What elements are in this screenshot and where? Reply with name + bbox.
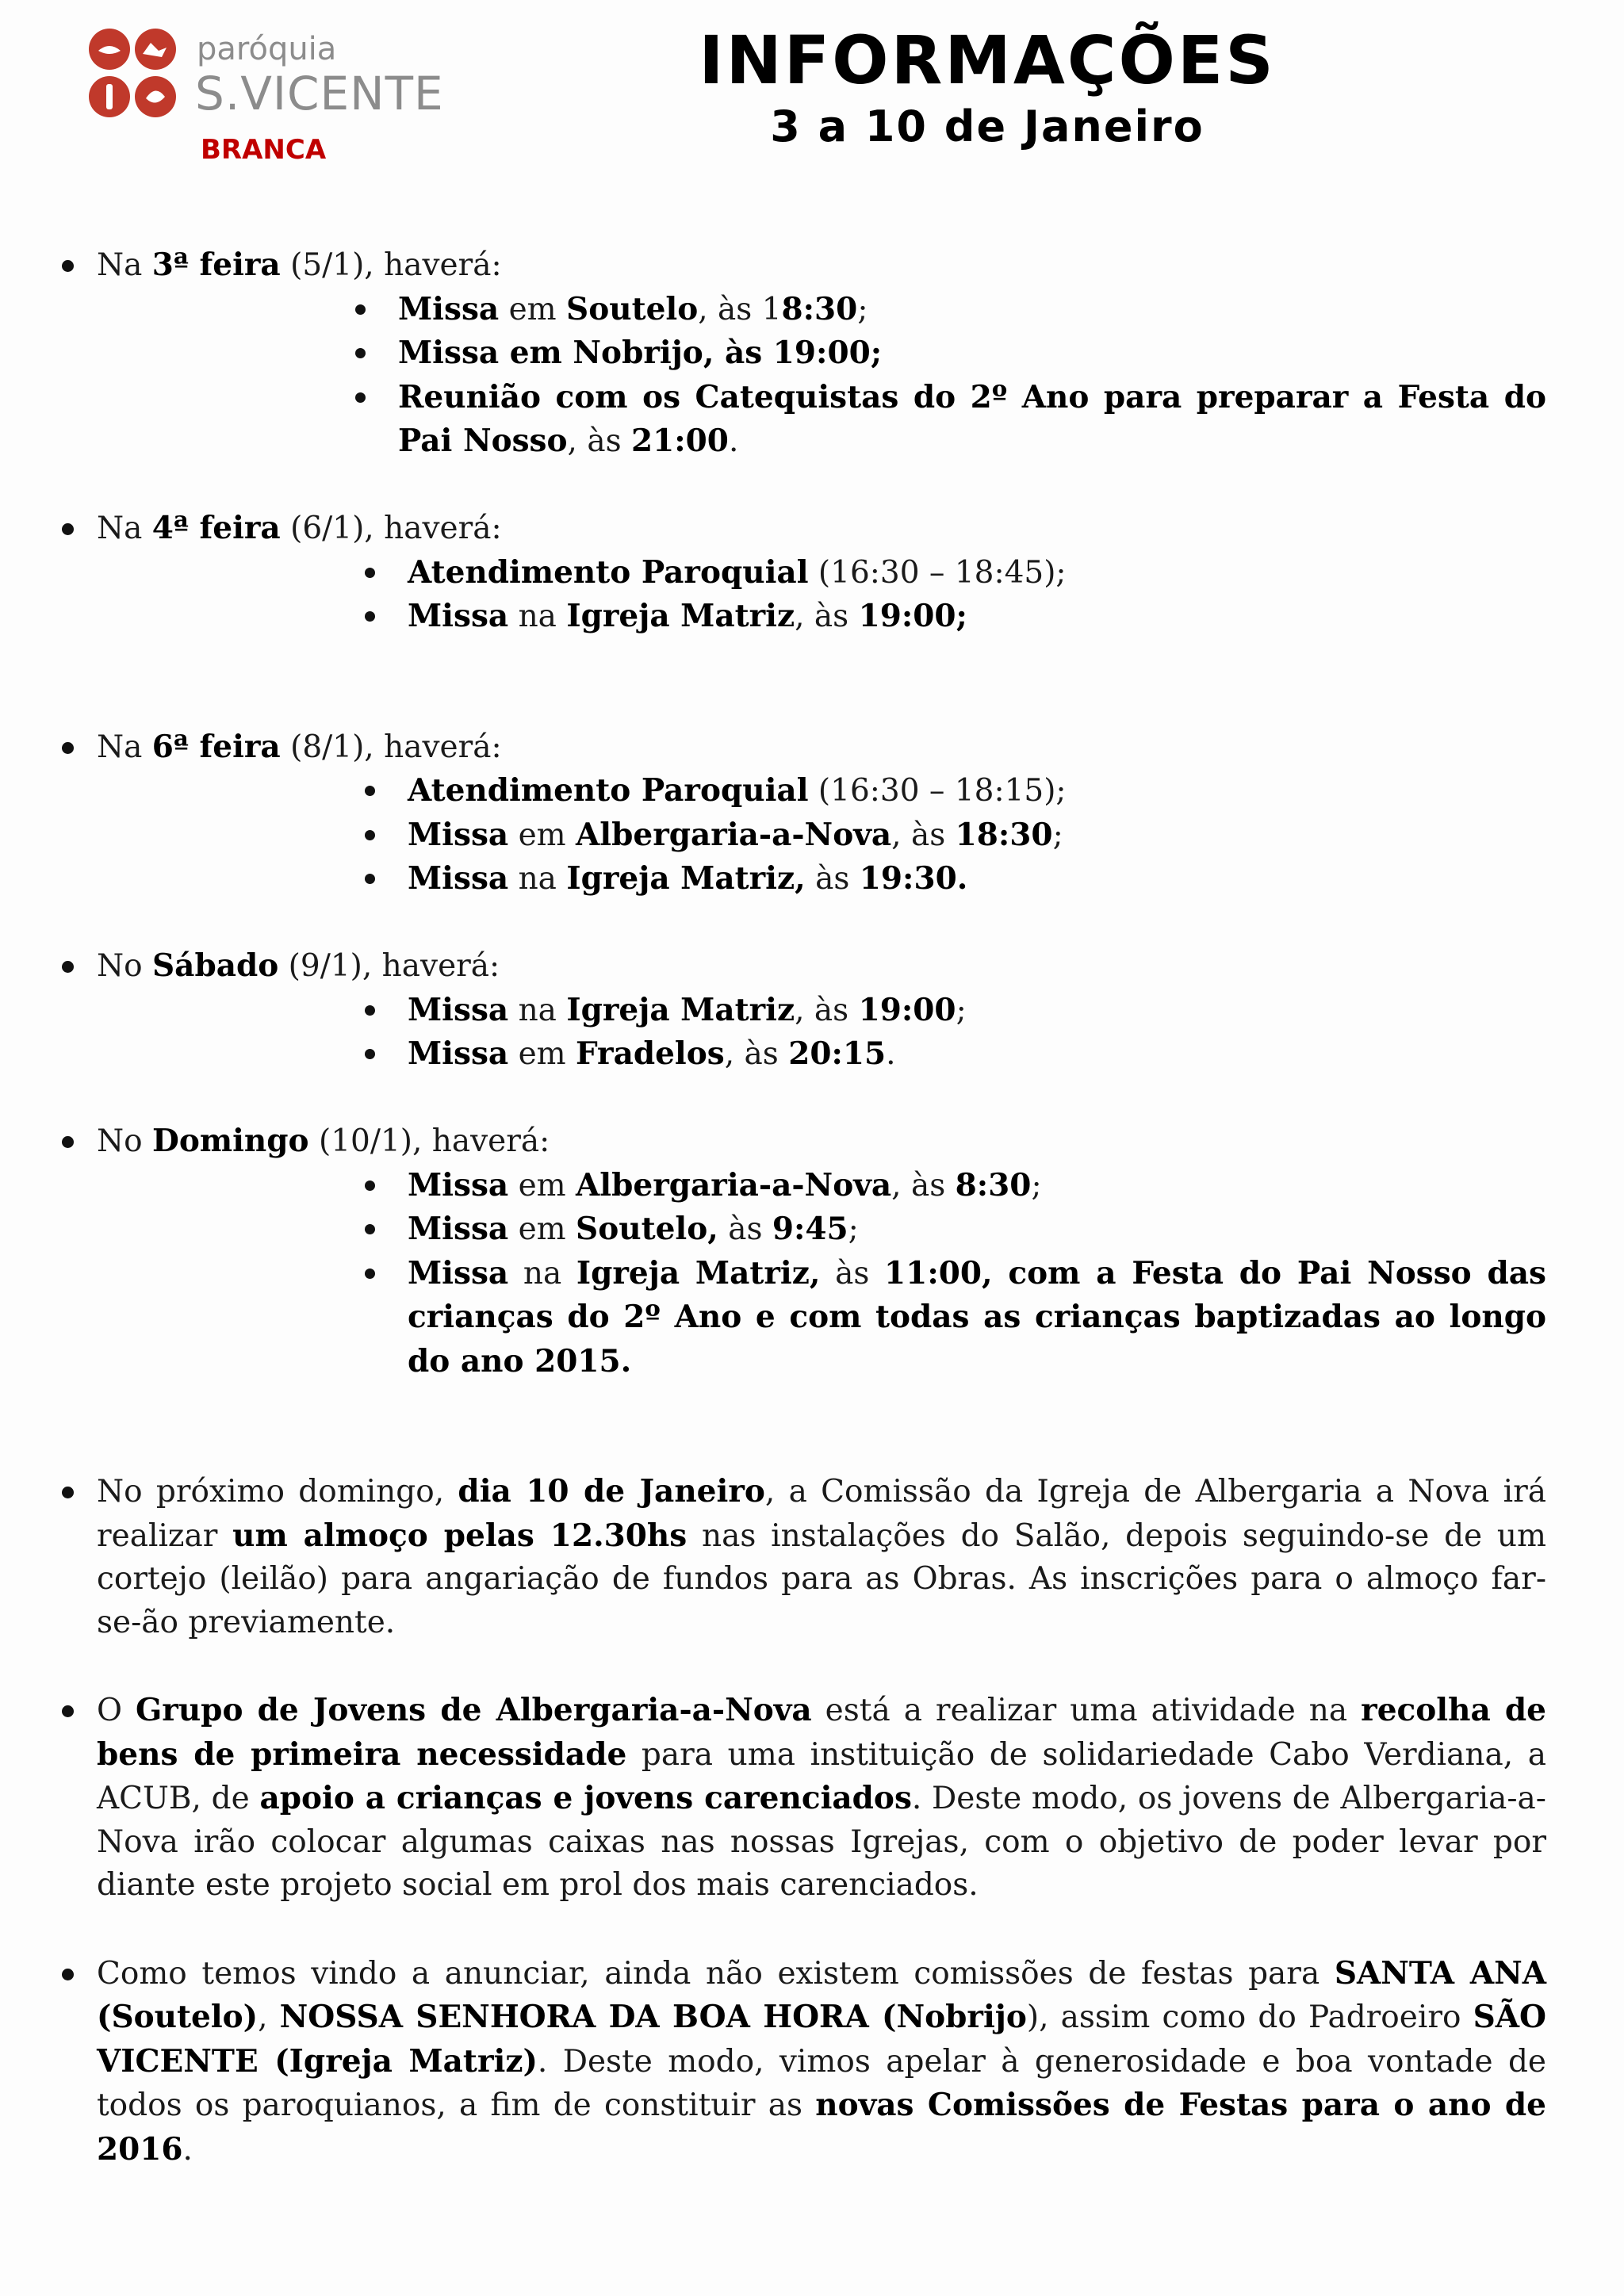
day-friday-intro: Na 6ª feira (8/1), haverá: xyxy=(97,725,1546,770)
notice-youth-group: O Grupo de Jovens de Albergaria-a-Nova está a realizar uma atividade na recolha de bens de primeira necessidade para uma instituição de solidariedade Cabo Verdiana, a ACUB, de apoio a crianças e jovens carenciados. Deste modo, os jovens de Albergaria-a-Nova irão colocar algumas caixas nas nossas Igrejas, com o objetivo de poder levar por diante este projeto social em prol dos mais carenciados. xyxy=(97,1689,1546,1908)
list-item: Missa na Igreja Matriz, às 19:30. xyxy=(408,857,1546,901)
logo-text-big: S.VICENTE xyxy=(195,67,444,121)
page-title: INFORMAÇÕES xyxy=(699,21,1276,99)
list-item: Atendimento Paroquial (16:30 – 18:15); xyxy=(408,769,1546,813)
announcements xyxy=(97,243,1546,2172)
list-item: Missa em Albergaria-a-Nova, às 8:30; xyxy=(408,1164,1546,1208)
parish-logo xyxy=(87,27,452,170)
logo-text-small: paróquia xyxy=(197,31,337,67)
day-wednesday-intro: Na 4ª feira (6/1), haverá: xyxy=(97,507,1546,551)
list-item: Missa em Albergaria-a-Nova, às 18:30; xyxy=(408,813,1546,858)
parish-logo-icon xyxy=(87,27,182,122)
list-item: Reunião com os Catequistas do 2º Ano para preparar a Festa do Pai Nosso, às 21:00. xyxy=(398,376,1546,464)
day-saturday-intro: No Sábado (9/1), haverá: xyxy=(97,944,1546,989)
list-item: Missa em Nobrijo, às 19:00; xyxy=(398,331,1546,376)
notice-festival-committees: Como temos vindo a anunciar, ainda não existem comissões de festas para SANTA ANA (Soutelo), NOSSA SENHORA DA BOA HORA (Nobrijo), assim como do Padroeiro SÃO VICENTE (Igreja Matriz). Deste modo, vimos apelar à generosidade e boa vontade de todos os paroquianos, a fim de constituir as novas Comissões de Festas para o ano de 2016. xyxy=(97,1952,1546,2172)
list-item: Missa em Soutelo, às 18:30; xyxy=(398,288,1546,332)
page-subtitle: 3 a 10 de Janeiro xyxy=(770,101,1205,151)
list-item: Missa na Igreja Matriz, às 19:00; xyxy=(408,989,1546,1033)
notice-lunch: No próximo domingo, dia 10 de Janeiro, a Comissão da Igreja de Albergaria a Nova irá realizar um almoço pelas 12.30hs nas instalações do Salão, depois seguindo-se de um cortejo (leilão) para angariação de fundos para as Obras. As inscrições para o almoço far-se-ão previamente. xyxy=(97,1470,1546,1644)
day-tuesday-intro: Na 3ª feira (5/1), haverá: xyxy=(97,243,1546,288)
list-item: Atendimento Paroquial (16:30 – 18:45); xyxy=(408,551,1546,595)
list-item: Missa na Igreja Matriz, às 19:00; xyxy=(408,595,1546,639)
list-item: Missa em Soutelo, às 9:45; xyxy=(408,1207,1546,1252)
list-item: Missa na Igreja Matriz, às 11:00, com a Festa do Pai Nosso das crianças do 2º Ano e com todas as crianças baptizadas ao longo do ano 2015. xyxy=(408,1252,1546,1384)
list-item: Missa em Fradelos, às 20:15. xyxy=(408,1032,1546,1077)
day-sunday-intro: No Domingo (10/1), haverá: xyxy=(97,1119,1546,1164)
logo-subtitle: BRANCA xyxy=(201,134,327,166)
